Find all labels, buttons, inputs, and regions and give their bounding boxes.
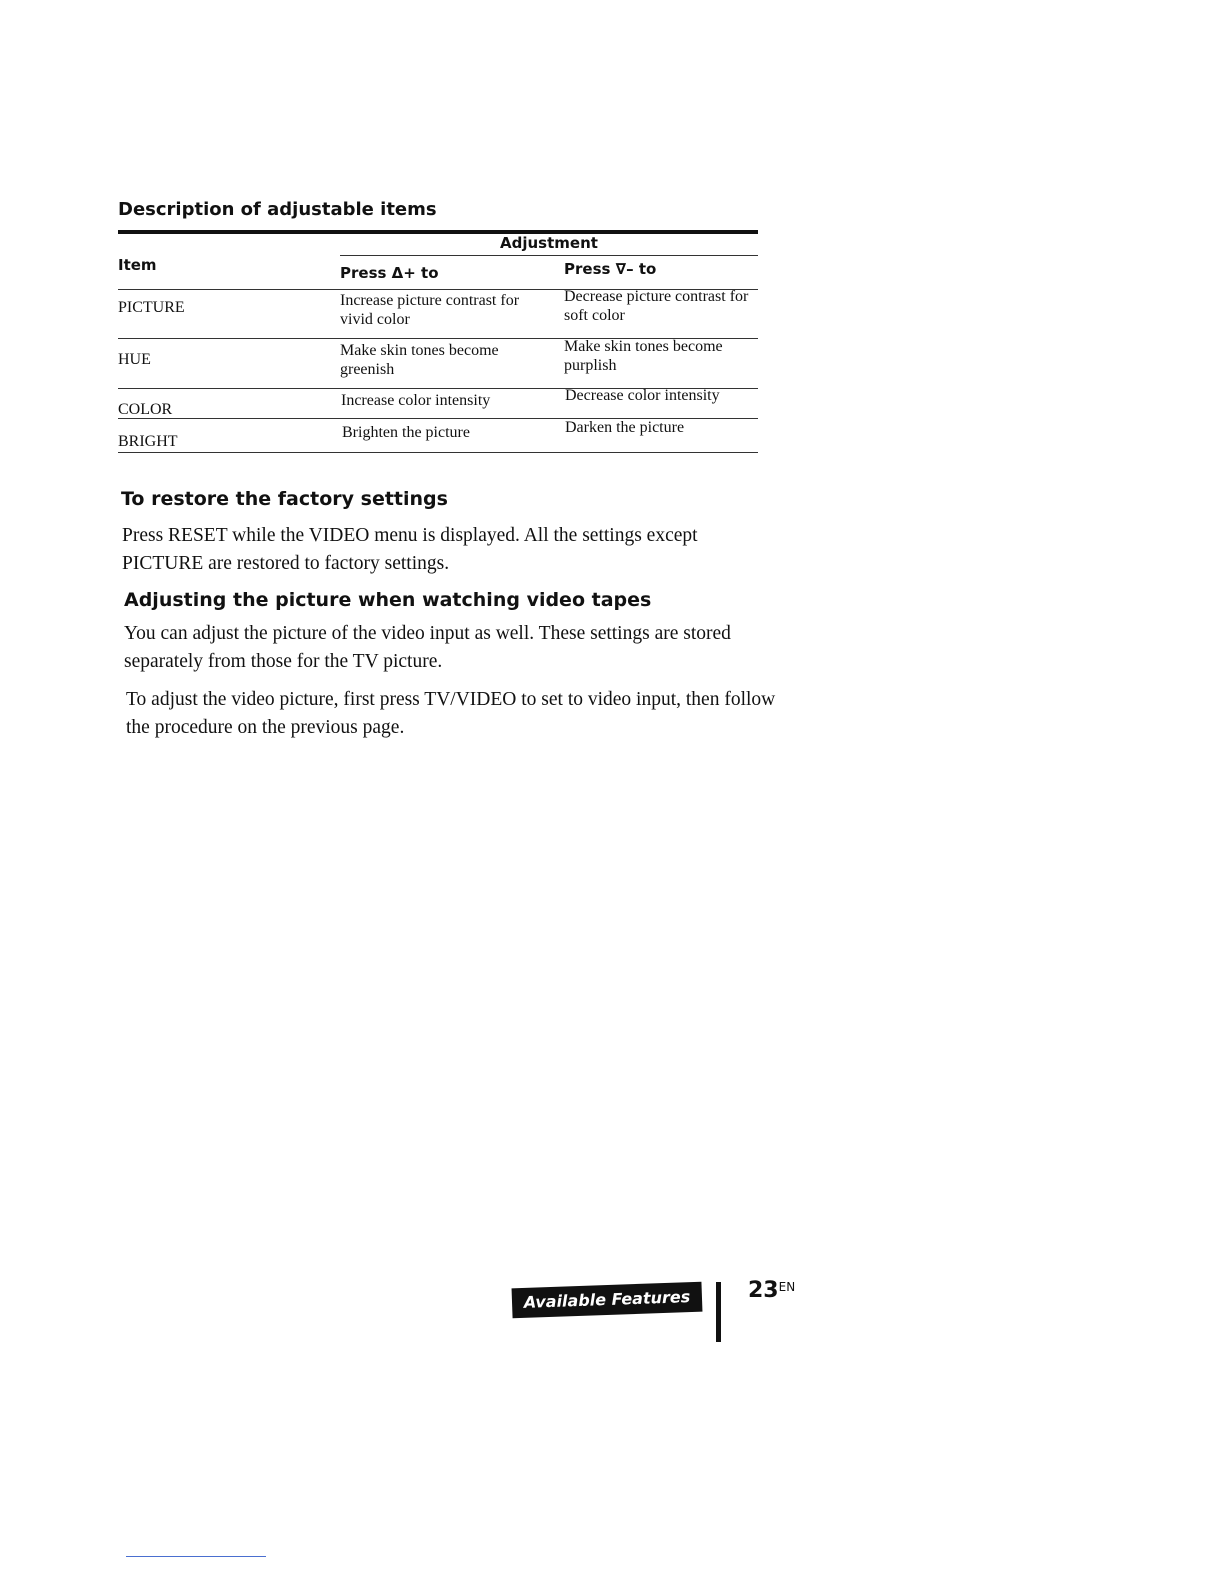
col-header-press-up: Press Δ+ to bbox=[340, 264, 439, 282]
table-row-up: Increase color intensity bbox=[341, 392, 491, 409]
table-top-rule bbox=[118, 230, 758, 234]
table-row-down: Make skin tones become purplish bbox=[564, 338, 723, 374]
table-row-down: Darken the picture bbox=[565, 419, 685, 436]
restore-paragraph: Press RESET while the VIDEO menu is displayed. All the settings except PICTURE are restored to factory settings. bbox=[122, 525, 698, 574]
section-badge: Available Features bbox=[512, 1282, 703, 1319]
video-tapes-heading: Adjusting the picture when watching video tapes bbox=[124, 589, 652, 611]
video-tapes-paragraph-2: To adjust the video picture, first press TV/VIDEO to set to video input, then follow the procedure on the previous page. bbox=[126, 689, 776, 738]
table-row-up: Make skin tones become greenish bbox=[340, 342, 499, 378]
col-header-press-down: Press ∇– to bbox=[564, 260, 657, 278]
footer-divider bbox=[716, 1282, 721, 1342]
video-tapes-paragraph-1: You can adjust the picture of the video input as well. These settings are stored separately from those for the TV picture. bbox=[124, 623, 731, 672]
table-row-down: Decrease color intensity bbox=[565, 387, 720, 404]
page-number-value: 23 bbox=[748, 1278, 779, 1303]
page-number bbox=[748, 1278, 795, 1303]
restore-heading: To restore the factory settings bbox=[121, 488, 448, 510]
col-header-adjustment: Adjustment bbox=[500, 234, 598, 252]
table-row-item: BRIGHT bbox=[118, 433, 178, 450]
table-bottom-rule bbox=[118, 452, 758, 453]
table-row-up: Brighten the picture bbox=[342, 424, 470, 441]
table-row-item: PICTURE bbox=[118, 299, 185, 316]
table-row-down: Decrease picture contrast for soft color bbox=[564, 288, 749, 324]
col-header-item: Item bbox=[118, 256, 157, 274]
table-row-item: COLOR bbox=[118, 401, 173, 418]
page-number-suffix: EN bbox=[778, 1280, 796, 1294]
bottom-rule bbox=[126, 1556, 266, 1557]
adjustment-rule bbox=[340, 255, 758, 256]
table-row-item: HUE bbox=[118, 351, 151, 368]
section-title: Description of adjustable items bbox=[118, 199, 437, 220]
table-row-up: Increase picture contrast for vivid color bbox=[340, 292, 520, 328]
